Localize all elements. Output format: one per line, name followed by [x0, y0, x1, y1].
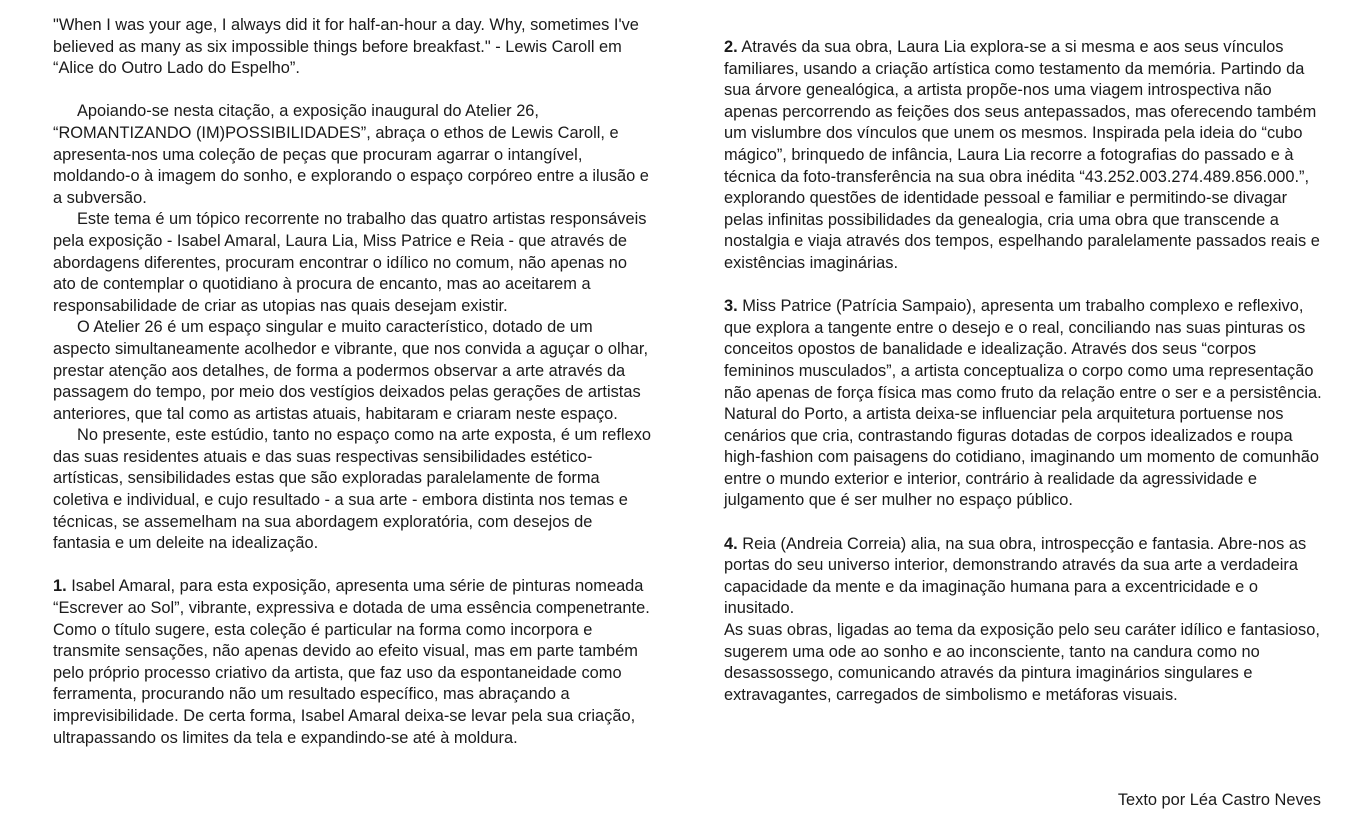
section-4-continuation: As suas obras, ligadas ao tema da exposição pelo seu caráter idílico e fantasioso, sugerem uma ode ao sonho e ao inconsciente, tanto na candura como no desassossego, comunicando através da pintura imaginários singulares e extravagantes, carregados de simbolismo e metáforas visuais. — [724, 621, 1320, 704]
section-number: 3. — [724, 297, 738, 316]
section-number: 1. — [53, 577, 67, 596]
section-text: Reia (Andreia Correia) alia, na sua obra, introspecção e fantasia. Abre-nos as portas do seu universo interior, demonstrando através da sua arte a verdadeira capacidade da mente e da imaginação humana para a excentricidade e o inusitado. — [724, 534, 1307, 618]
section-text: Isabel Amaral, para esta exposição, apresenta uma série de pinturas nomeada “Escrever ao Sol”, vibrante, expressiva e dotada de uma essência compenetrante. Como o título sugere, esta coleção é particular na forma como incorpora e transmite sensações, não apenas devido ao efeito visual, mas em parte também pelo próprio processo criativo da artista, que faz uso da espontaneidade como ferramenta, procurando não um resultado específico, mas abraçando a imprevisibilidade. De certa forma, Isabel Amaral deixa-se levar pela sua criação, ultrapassando os limites da tela e expandindo-se até à moldura. — [53, 577, 650, 747]
section-text: Através da sua obra, Laura Lia explora-se a si mesma e aos seus vínculos familiares, usando a criação artística como testamento da memória. Partindo da sua árvore genealógica, a artista propõe-nos uma viagem introspectiva não apenas percorrendo as feições dos seus antepassados, mas oferecendo também um vislumbre dos vínculos que unem os mesmos. Inspirada pela ideia do “cubo mágico”, brinquedo de infância, Laura Lia recorre a fotografias do passado e à técnica da foto-transferência na sua obra inédita “43.252.003.274.489.856.000.”, explorando questões de identidade pessoal e familiar e permitindo-se divagar pelas infinitas possibilidades da genealogia, cria uma obra que transcende a nostalgia e viaja através dos tempos, espelhando paralelamente passados reais e existências imaginárias. — [724, 38, 1320, 272]
spacer — [724, 275, 1324, 297]
section-3-miss-patrice — [724, 296, 1324, 512]
section-4-reia — [724, 534, 1324, 620]
present-paragraph: No presente, este estúdio, tanto no espaço como na arte exposta, é um reflexo das suas residentes atuais e das suas respectivas sensibilidades estético-artísticas, sensibilidades estas que são exploradas paralelamente de forma coletiva e individual, e cujo resultado - a sua arte - embora distinta nos temas e técnicas, se assemelham na sua abordagem exploratória, com desejos de fantasia e um deleite na idealização. — [53, 426, 652, 553]
spacer — [53, 80, 653, 102]
section-number: 2. — [724, 38, 738, 56]
author-credit: Texto por Léa Castro Neves — [1117, 791, 1321, 809]
section-1-isabel-amaral — [53, 576, 653, 749]
intro-paragraph: Apoiando-se nesta citação, a exposição inaugural do Atelier 26, “ROMANTIZANDO (IM)POSSIBILIDADES”, abraça o ethos de Lewis Caroll, e apresenta-nos uma coleção de peças que procuram agarrar o intangível, moldando-o à imagem do sonho, e explorando o espaço corpóreo entre a ilusão e a subversão. — [53, 102, 649, 207]
left-column — [53, 15, 653, 749]
atelier-paragraph: O Atelier 26 é um espaço singular e muito característico, dotado de um aspecto simultaneamente acolhedor e vibrante, que nos convida a aguçar o olhar, prestar atenção aos detalhes, de forma a podermos observar a arte através da passagem do tempo, por meio dos vestígios deixados pelas gerações de artistas anteriores, que tal como as artistas atuais, habitaram e criaram neste espaço. — [53, 318, 649, 423]
section-number: 4. — [724, 534, 738, 553]
section-text: Miss Patrice (Patrícia Sampaio), apresenta um trabalho complexo e reflexivo, que explora a tangente entre o desejo e o real, conciliando nas suas pinturas os conceitos opostos de banalidade e idealização. Através dos seus “corpos femininos musculados”, a artista conceptualiza o corpo como uma representação não apenas de força física mas como fruto da relação entre o ser e a persistência. Natural do Porto, a artista deixa-se influenciar pela arquitetura portuense nos cenários que cria, contrastando figuras dotadas de corpos idealizados e roupa high-fashion com paisagens do cotidiano, imaginando um momento de comunhão entre o mundo exterior e interior, contrário à realidade da agressividade e julgamento que é ser mulher no espaço público. — [724, 297, 1322, 510]
right-column — [724, 37, 1324, 706]
opening-quote: "When I was your age, I always did it for half-an-hour a day. Why, sometimes I've believed as many as six impossible things before breakfast." - Lewis Caroll em “Alice do Outro Lado do Espelho”. — [53, 16, 639, 78]
spacer — [53, 555, 653, 577]
section-2-laura-lia — [724, 37, 1324, 275]
theme-paragraph: Este tema é um tópico recorrente no trabalho das quatro artistas responsáveis pela exposição - Isabel Amaral, Laura Lia, Miss Patrice e Reia - que através de abordagens diferentes, procuram encontrar o idílico no comum, não apenas no ato de contemplar o quotidiano à procura de encanto, mas ao aceitarem a responsabilidade de criar as utopias nas quais desejam existir. — [53, 210, 647, 315]
spacer — [724, 512, 1324, 534]
